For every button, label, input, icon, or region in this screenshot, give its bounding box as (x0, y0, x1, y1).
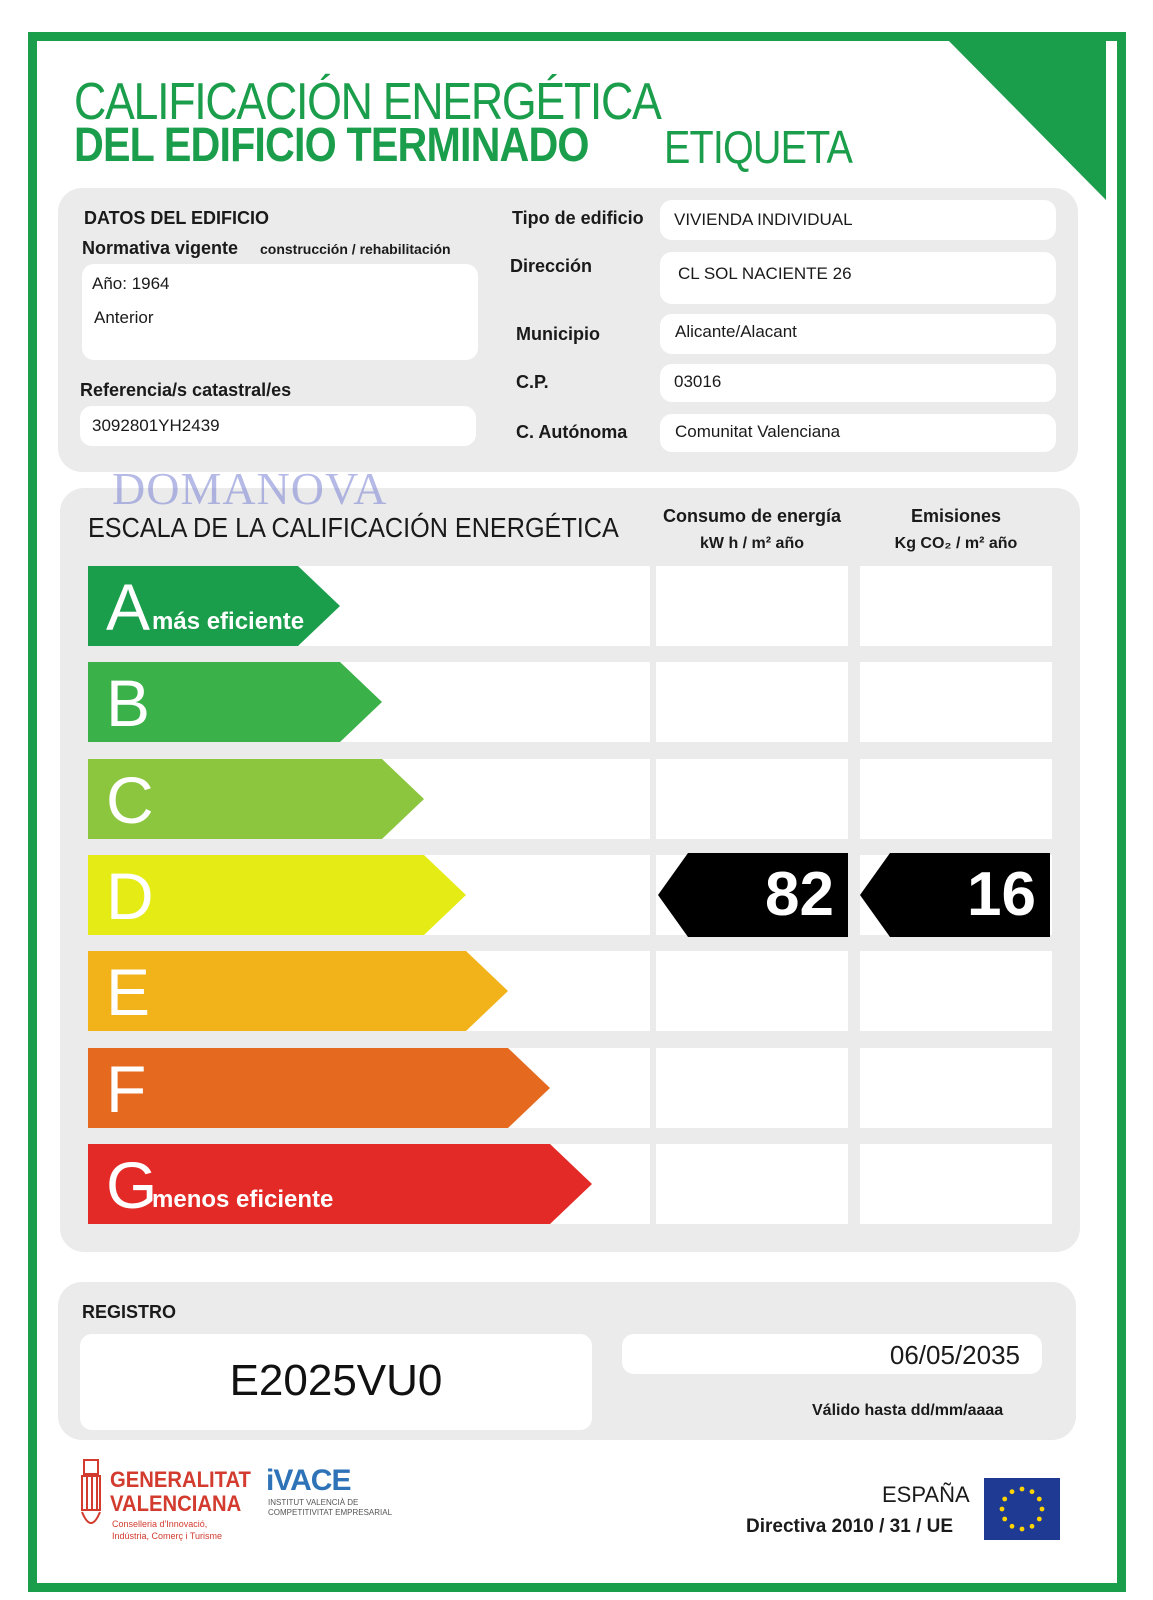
band-letter: E (106, 955, 151, 1029)
emissions-column-header (856, 502, 1056, 558)
cp-value: 03016 (674, 372, 722, 391)
directiva-label: Directiva 2010 / 31 / UE (746, 1516, 954, 1537)
energy-header-line1: Consumo de energía (662, 506, 842, 526)
emissions-cell (860, 662, 1052, 742)
band-sublabel: menos eficiente (152, 1186, 334, 1213)
emissions-header-line2: Kg CO₂ / m² año (894, 535, 1018, 552)
ivace-sub2: COMPETITIVITAT EMPRESARIAL (268, 1508, 393, 1517)
band-letter: C (106, 763, 154, 837)
watermark: DOMANOVA (112, 463, 388, 514)
eu-star (1000, 1507, 1005, 1512)
band-sublabel: más eficiente (152, 608, 305, 635)
normativa-year: Año: 1964 (92, 274, 170, 293)
eu-star (1020, 1487, 1025, 1492)
eu-star (1002, 1517, 1007, 1522)
rating-band-g (88, 1144, 592, 1224)
rating-band-f (88, 1048, 550, 1128)
autonoma-value: Comunitat Valenciana (675, 422, 841, 441)
rating-band-e (88, 951, 508, 1031)
normativa-label: Normativa vigente (82, 238, 239, 258)
energy-column-header (652, 502, 852, 558)
emissions-cell (860, 566, 1052, 646)
energy-cell (656, 1048, 848, 1128)
band-letter: D (106, 859, 154, 933)
eu-star (1030, 1489, 1035, 1494)
tipo-label: Tipo de edificio (512, 208, 644, 228)
marker-value: 82 (765, 860, 834, 929)
eu-star (1002, 1497, 1007, 1502)
emissions-marker (860, 853, 1050, 937)
eu-star (1020, 1527, 1025, 1532)
direccion-label: Dirección (510, 256, 593, 276)
espana-label: ESPAÑA (882, 1482, 970, 1507)
band-letter: A (106, 570, 151, 644)
eu-star (1037, 1517, 1042, 1522)
eu-star (1040, 1507, 1045, 1512)
emissions-cell (860, 1048, 1052, 1128)
energy-marker (658, 853, 848, 937)
catastral-label: Referencia/s catastral/es (80, 380, 292, 400)
title-line1: CALIFICACIÓN ENERGÉTICA (74, 73, 661, 131)
direccion-value: CL SOL NACIENTE 26 (678, 264, 852, 283)
cp-label: C.P. (516, 372, 549, 392)
normativa-sublabel: construcción / rehabilitación (260, 241, 451, 257)
generalitat-subtitle (112, 1518, 222, 1542)
generalitat-line1: GENERALITAT (110, 1467, 251, 1492)
band-letter: F (106, 1052, 147, 1126)
registro-code (80, 1356, 592, 1406)
autonoma-label: C. Autónoma (516, 422, 628, 442)
emissions-header-line1: Emisiones (910, 506, 1002, 526)
band-arrow-shape (88, 1048, 550, 1128)
energy-header-line2: kW h / m² año (700, 535, 804, 552)
generalitat-line2: VALENCIANA (110, 1491, 242, 1516)
normativa-value: Anterior (94, 308, 154, 327)
ivace-subtitle (268, 1498, 392, 1518)
energy-cell (656, 759, 848, 839)
municipio-value: Alicante/Alacant (675, 322, 797, 341)
scale-title: ESCALA DE LA CALIFICACIÓN ENERGÉTICA (88, 512, 619, 543)
rating-band-b (88, 662, 382, 742)
energy-cell (656, 566, 848, 646)
eu-flag-icon (984, 1478, 1060, 1540)
title-line2: DEL EDIFICIO TERMINADO (74, 119, 589, 172)
registro-date: 06/05/2035 (889, 1340, 1020, 1370)
valid-until-label: Válido hasta dd/mm/aaaa (812, 1402, 1004, 1419)
rating-band-a (88, 566, 340, 646)
generalitat-name (110, 1468, 251, 1516)
registro-code-text: E2025VU0 (229, 1356, 443, 1405)
emissions-cell (860, 759, 1052, 839)
ivace-sub1: INSTITUT VALENCIÀ DE (268, 1498, 359, 1507)
energy-cell (656, 662, 848, 742)
band-letter: B (106, 666, 151, 740)
registro-label: REGISTRO (82, 1302, 177, 1322)
band-arrow-shape (88, 951, 508, 1031)
municipio-label: Municipio (516, 324, 600, 344)
generalitat-crest-icon (76, 1458, 106, 1534)
eu-star (1037, 1497, 1042, 1502)
marker-value: 16 (967, 860, 1036, 929)
title-etiqueta: ETIQUETA (664, 121, 853, 173)
emissions-cell (860, 1144, 1052, 1224)
building-section-title: DATOS DEL EDIFICIO (84, 208, 270, 228)
energy-cell (656, 951, 848, 1031)
eu-star (1010, 1489, 1015, 1494)
energy-cell (656, 1144, 848, 1224)
band-letter: G (106, 1148, 158, 1222)
generalitat-sub2: Indústria, Comerç i Turisme (112, 1531, 223, 1541)
eu-star (1010, 1524, 1015, 1529)
emissions-cell (860, 951, 1052, 1031)
eu-star (1030, 1524, 1035, 1529)
catastral-value: 3092801YH2439 (92, 416, 220, 435)
tipo-value: VIVIENDA INDIVIDUAL (674, 210, 853, 229)
ivace-logo: iVACE (266, 1464, 351, 1497)
generalitat-sub1: Conselleria d'Innovació, (112, 1519, 208, 1529)
rating-band-d (88, 855, 466, 935)
rating-band-c (88, 759, 424, 839)
